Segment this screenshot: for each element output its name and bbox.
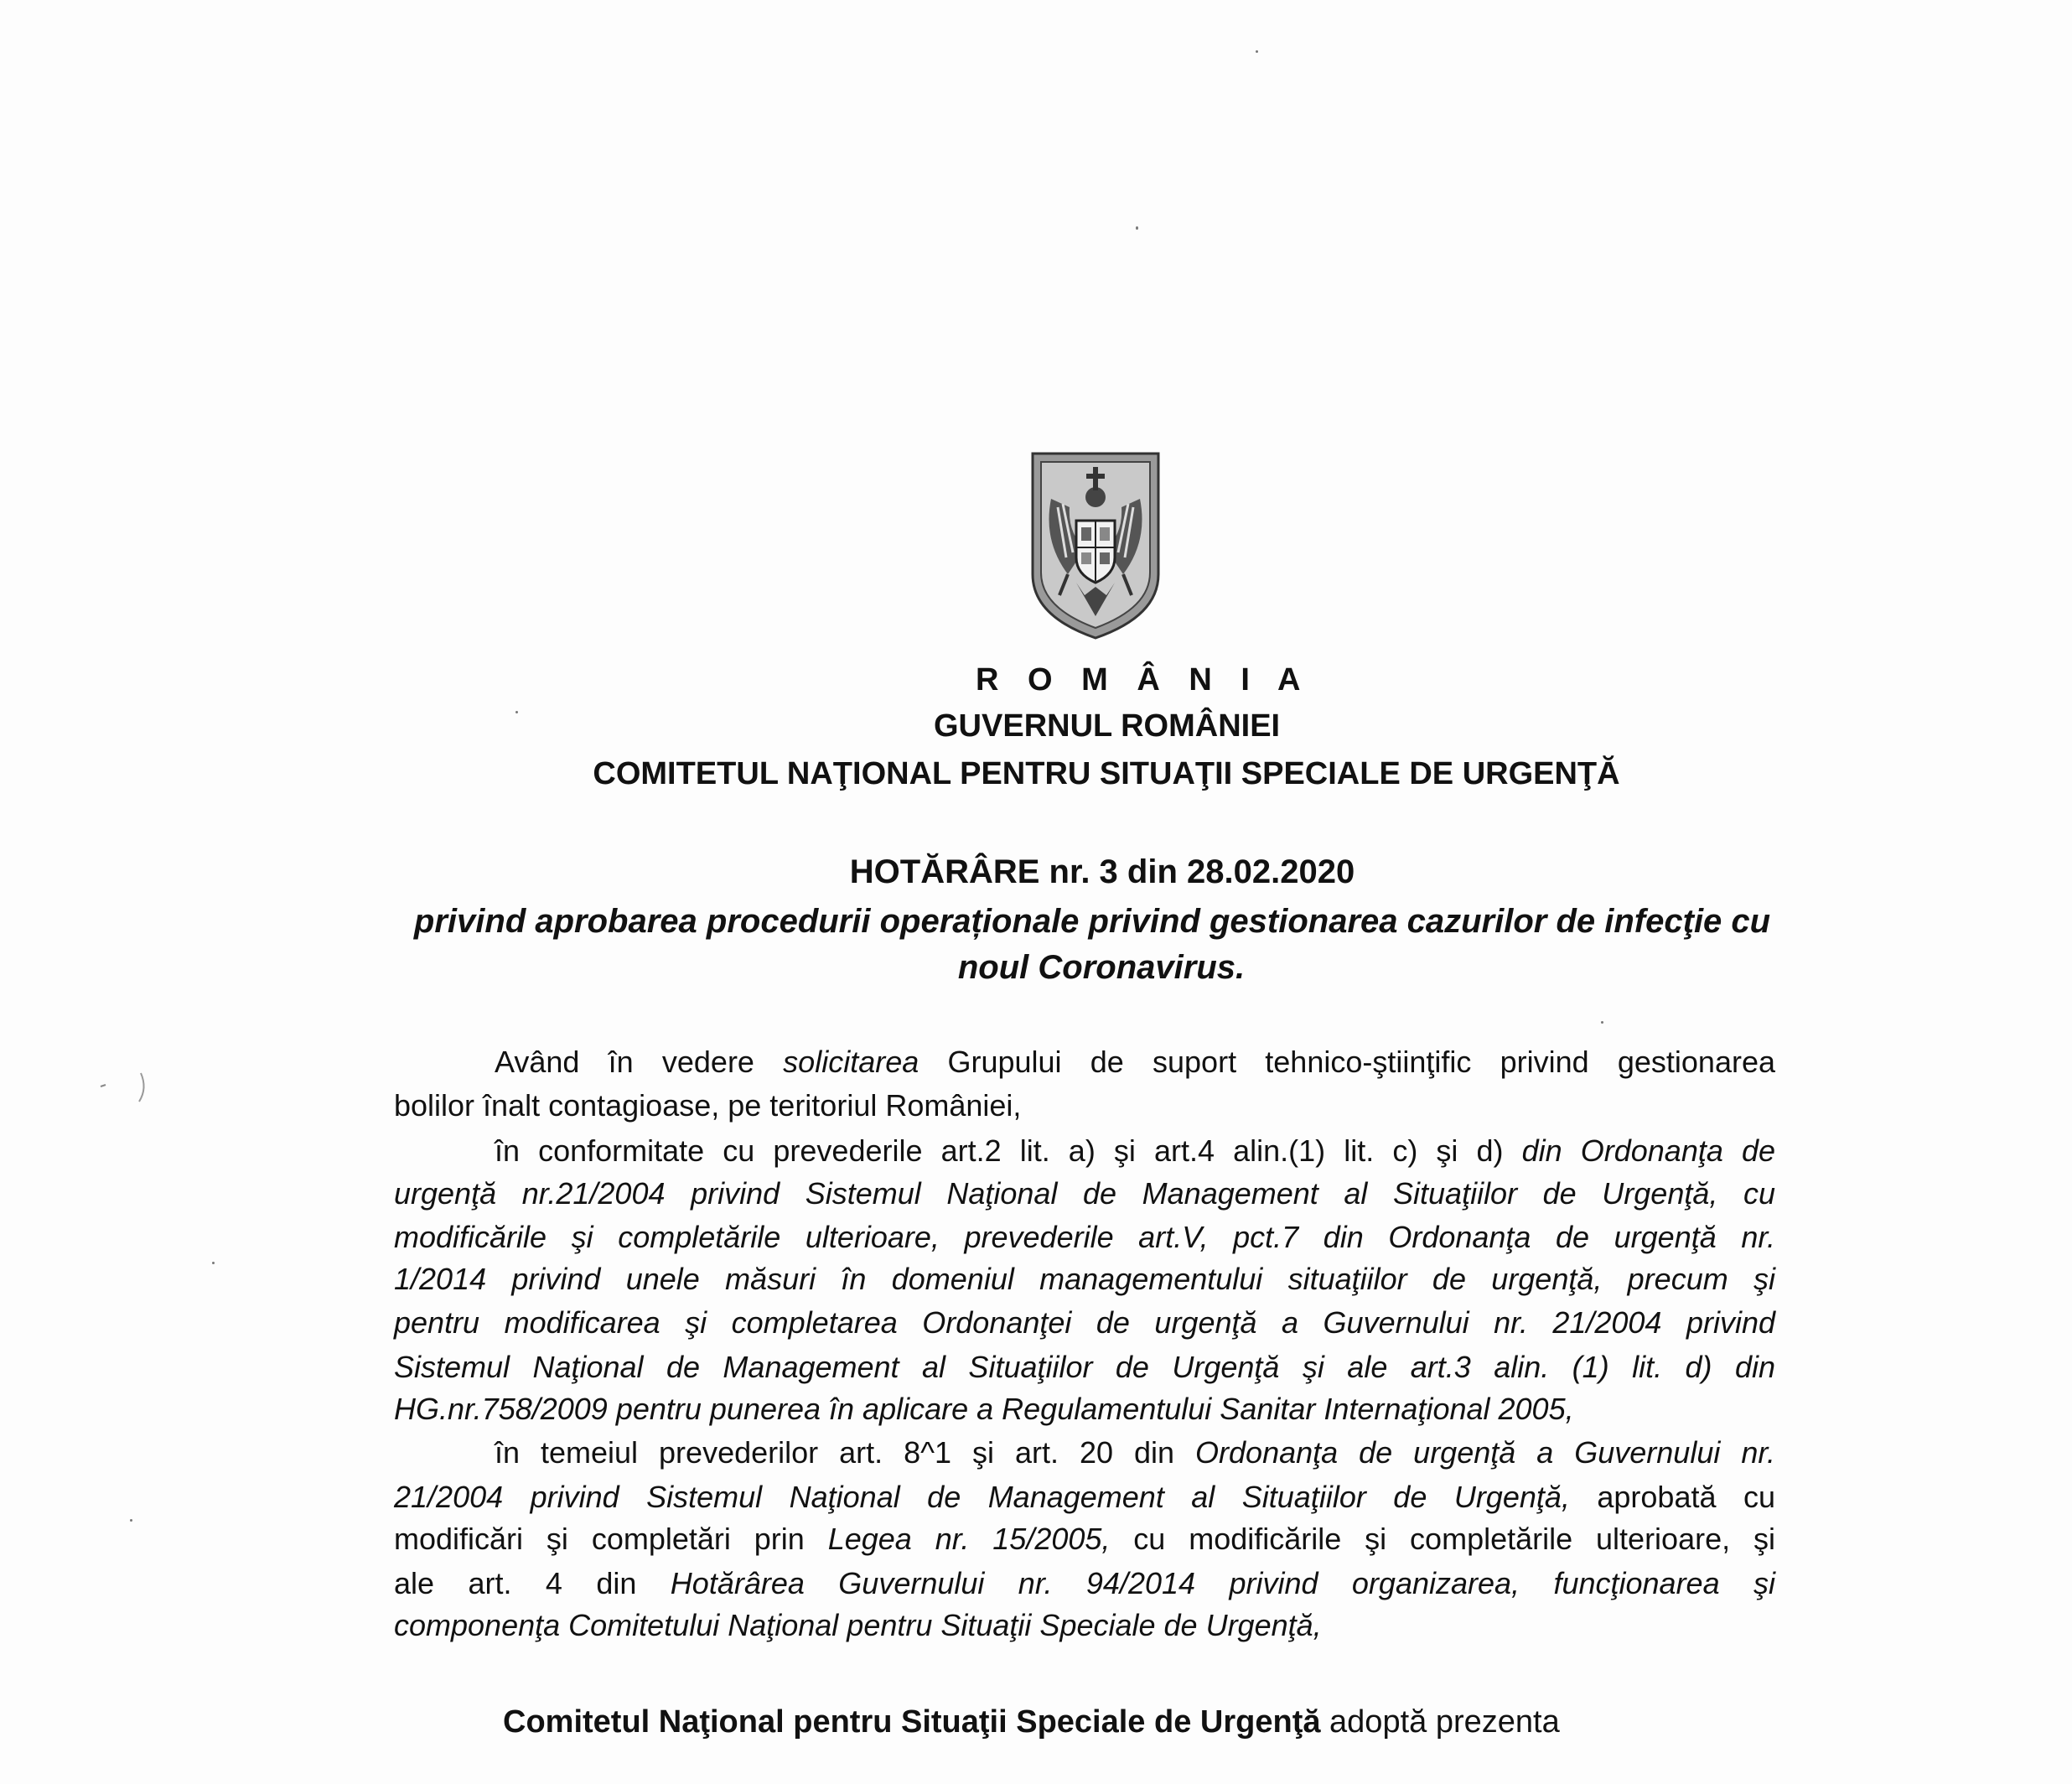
scan-speck (1136, 226, 1138, 230)
body-line-12-text-c: cu modificările şi completările ulterioare, şi (1110, 1522, 1775, 1556)
country-name: R O M Â N I A (976, 662, 1311, 698)
body-line-12-text-b: Legea nr. 15/2005, (827, 1522, 1111, 1556)
scan-speck (1601, 1021, 1603, 1024)
body-line-3 (495, 1133, 1775, 1169)
body-line-11 (394, 1480, 1775, 1515)
body-line-13-text-a: ale art. 4 din (394, 1566, 671, 1600)
body-line-5: modificările şi completările ulterioare, prevederile art.V, pct.7 din Ordonanţa de urgenţă nr. (394, 1220, 1775, 1254)
body-line-13-text-b: Hotărârea Guvernului nr. 94/2014 privind organizarea, funcţionarea şi (670, 1566, 1776, 1600)
adoption-body-name: Comitetul Naţional pentru Situaţii Speciale de Urgenţă (503, 1704, 1321, 1740)
body-line-11-text-b: aprobată cu (1569, 1480, 1775, 1514)
body-line-12 (394, 1522, 1775, 1557)
scan-speck (130, 1519, 132, 1522)
committee-name: COMITETUL NAŢIONAL PENTRU SITUAŢII SPECIALE DE URGENŢĂ (593, 756, 1620, 791)
body-line-14: componenţa Comitetului Naţional pentru Situaţii Speciale de Urgenţă, (394, 1608, 1322, 1642)
coat-of-arms-emblem (1026, 449, 1165, 641)
body-line-13 (394, 1566, 1775, 1601)
body-line-1-text-b: solicitarea (783, 1045, 919, 1079)
body-line-1 (495, 1045, 1775, 1080)
body-line-3-text-a: în conformitate cu prevederile art.2 lit. a) şi art.4 alin.(1) lit. c) şi d) (495, 1133, 1522, 1168)
body-line-10-text-b: Ordonanţa de urgenţă a Guvernului nr. (1195, 1435, 1776, 1470)
body-line-12-text-a: modificări şi completări prin (394, 1522, 828, 1556)
body-line-7: pentru modificarea şi completarea Ordonanţei de urgenţă a Guvernului nr. 21/2004 privind (394, 1305, 1775, 1340)
body-line-6: 1/2014 privind unele măsuri în domeniul managementului situaţiilor de urgenţă, precum şi (394, 1262, 1775, 1296)
body-line-4: urgenţă nr.21/2004 privind Sistemul Naţional de Management al Situaţiilor de Urgenţă, cu (394, 1176, 1775, 1211)
body-line-3-text-b: din Ordonanţa de (1521, 1133, 1775, 1168)
body-line-1-text-a: Având în vedere (495, 1045, 784, 1079)
body-line-10-text-a: în temeiul prevederilor art. 8^1 şi art. 20 din (495, 1435, 1196, 1470)
body-line-10 (495, 1435, 1775, 1470)
scan-speck (515, 711, 518, 713)
body-line-11-text-a: 21/2004 privind Sistemul Naţional de Management al Situaţiilor de Urgenţă, (394, 1480, 1570, 1514)
decision-heading: HOTĂRÂRE nr. 3 din 28.02.2020 (849, 853, 1355, 890)
scan-speck (212, 1262, 215, 1264)
decision-subject-line-1: privind aprobarea procedurii operaționale privind gestionarea cazurilor de infecţie cu (413, 903, 1771, 940)
scan-mark (92, 1063, 151, 1113)
adoption-verb: adoptă prezenta (1320, 1704, 1560, 1740)
body-line-8: Sistemul Naţional de Management al Situaţiilor de Urgenţă şi ale art.3 alin. (1) lit. d) din (394, 1350, 1775, 1384)
decision-subject-line-2: noul Coronavirus. (957, 949, 1246, 986)
government-name: GUVERNUL ROMÂNIEI (934, 708, 1281, 744)
adoption-line (503, 1704, 1693, 1740)
body-line-2: bolilor înalt contagioase, pe teritoriul României, (394, 1088, 1022, 1123)
body-line-1-text-c: Grupului de suport tehnico-ştiinţific privind gestionarea (919, 1045, 1775, 1079)
body-line-9: HG.nr.758/2009 pentru punerea în aplicare a Regulamentului Sanitar Internaţional 2005, (394, 1392, 1574, 1426)
scan-speck (1256, 50, 1258, 53)
